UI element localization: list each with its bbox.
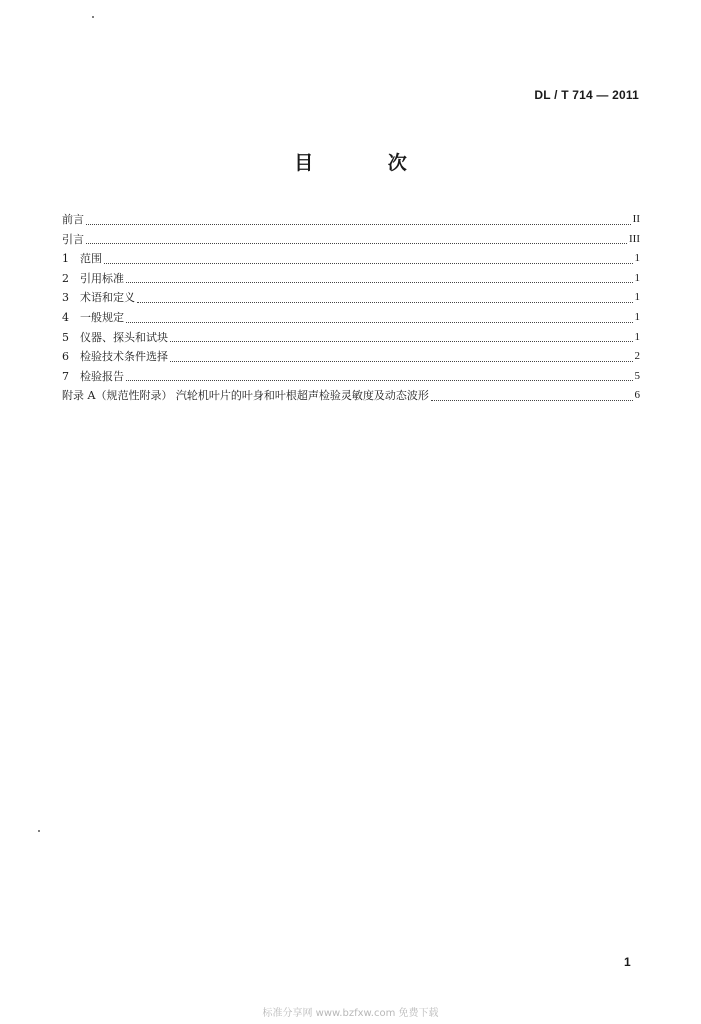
toc-entry-report[interactable]	[62, 367, 640, 387]
toc-entry-page: 5	[634, 369, 640, 382]
toc-entry-page: 1	[634, 330, 640, 343]
toc-entry-label: 范围	[80, 252, 102, 266]
page-number: 1	[624, 955, 631, 969]
toc-entry-label: 引用标准	[80, 271, 124, 285]
toc-leader-dots	[104, 262, 633, 264]
toc-entry-references[interactable]	[62, 269, 640, 289]
toc-leader-dots	[126, 379, 633, 381]
toc-leader-dots	[86, 223, 631, 225]
toc-entry-page: III	[629, 232, 640, 245]
toc-leader-dots	[126, 321, 633, 323]
toc-entry-page: 1	[634, 291, 640, 304]
toc-entry-label: 仪器、探头和试块	[80, 330, 168, 344]
toc-entry-number: 7	[62, 369, 69, 383]
toc-entry-page: 1	[634, 310, 640, 323]
toc-entry-number: 1	[62, 252, 69, 266]
toc-entry-label: 引言	[62, 232, 84, 246]
toc-entry-terms[interactable]	[62, 288, 640, 308]
toc-leader-dots	[170, 360, 633, 362]
toc-entry-conditions[interactable]	[62, 347, 640, 367]
toc-entry-introduction[interactable]	[62, 230, 640, 250]
table-of-contents	[62, 210, 640, 406]
toc-entry-preface[interactable]	[62, 210, 640, 230]
toc-entry-number: 4	[62, 310, 69, 324]
toc-entry-page: 1	[634, 271, 640, 284]
toc-entry-label: 检验报告	[80, 369, 124, 383]
toc-entry-page: 1	[634, 252, 640, 265]
toc-entry-page: II	[632, 213, 640, 225]
toc-leader-dots	[170, 340, 633, 342]
toc-entry-instruments[interactable]	[62, 328, 640, 348]
toc-entry-label: 附录 A（规范性附录） 汽轮机叶片的叶身和叶根超声检验灵敏度及动态波形	[62, 389, 429, 403]
standard-code: DL / T 714 — 2011	[534, 88, 639, 102]
toc-entry-scope[interactable]	[62, 249, 640, 269]
toc-entry-number: 3	[62, 291, 69, 305]
toc-entry-appendix-a[interactable]	[62, 386, 640, 406]
toc-entry-number: 2	[62, 271, 69, 285]
toc-entry-number: 5	[62, 330, 69, 344]
scan-speck	[38, 830, 40, 832]
toc-entry-general[interactable]	[62, 308, 640, 328]
toc-entry-page: 6	[634, 389, 640, 402]
toc-entry-label: 检验技术条件选择	[80, 350, 168, 364]
toc-leader-dots	[126, 281, 633, 283]
toc-entry-number: 6	[62, 350, 69, 364]
scan-speck	[92, 16, 94, 18]
toc-leader-dots	[431, 399, 633, 401]
toc-entry-label: 术语和定义	[80, 291, 135, 305]
toc-entry-page: 2	[634, 350, 640, 363]
toc-entry-label: 一般规定	[80, 310, 124, 324]
toc-leader-dots	[86, 242, 627, 244]
toc-leader-dots	[137, 301, 633, 303]
page-title: 目 次	[294, 152, 441, 174]
watermark-text: 标准分享网 www.bzfxw.com 免费下载	[262, 1008, 439, 1019]
toc-entry-label: 前言	[62, 213, 84, 226]
